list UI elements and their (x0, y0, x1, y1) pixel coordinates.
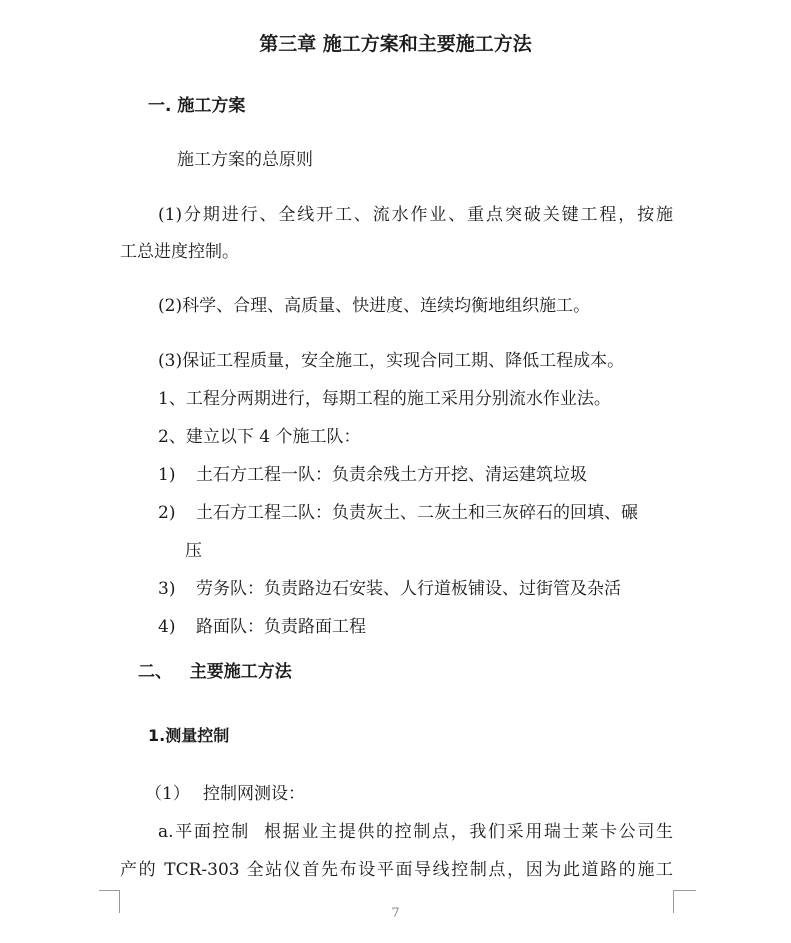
principle-1-line-1: (1)分期进行、全线开工、流水作业、重点突破关键工程，按施 (158, 205, 673, 225)
team-3 (158, 579, 621, 599)
control-network-label: （1） (145, 784, 190, 804)
section-1-heading: 一. 施工方案 (148, 96, 246, 116)
section-1-subheading: 施工方案的总原则 (177, 150, 313, 170)
control-network-item (145, 784, 305, 804)
principle-1-line-2: 工总进度控制。 (120, 242, 239, 262)
team-1-text: 土石方工程一队：负责余残土方开挖、清运建筑垃圾 (196, 465, 587, 485)
plane-control-line-2: 产的 TCR-303 全站仪首先布设平面导线控制点，因为此道路的施工 (120, 860, 673, 880)
team-2-text: 土石方工程二队：负责灰土、二灰土和三灰碎石的回填、碾 (196, 503, 638, 523)
team-2 (158, 503, 638, 523)
plane-control-line-1: a.平面控制 根据业主提供的控制点，我们采用瑞士莱卡公司生 (158, 822, 673, 842)
team-2-continuation: 压 (185, 541, 202, 561)
principle-3: (3)保证工程质量，安全施工，实现合同工期、降低工程成本。 (158, 351, 625, 371)
page-number: 7 (391, 906, 400, 921)
team-1-number: 1) (158, 465, 176, 485)
point-2: 2、建立以下 4 个施工队： (158, 427, 361, 447)
team-4-number: 4) (158, 617, 176, 637)
chapter-title: 第三章 施工方案和主要施工方法 (259, 33, 532, 55)
control-network-text: 控制网测设： (203, 784, 305, 804)
principle-2: (2)科学、合理、高质量、快进度、连续均衡地组织施工。 (158, 296, 591, 316)
point-1: 1、工程分两期进行，每期工程的施工采用分别流水作业法。 (158, 389, 611, 409)
team-1 (158, 465, 587, 485)
team-4 (158, 617, 366, 637)
team-2-number: 2) (158, 503, 176, 523)
subsection-measurement-heading: 1.测量控制 (148, 726, 230, 745)
team-4-text: 路面队：负责路面工程 (196, 617, 366, 637)
section-2-heading: 二、 主要施工方法 (138, 662, 292, 682)
team-3-text: 劳务队：负责路边石安装、人行道板铺设、过街管及杂活 (196, 579, 621, 599)
team-3-number: 3) (158, 579, 176, 599)
